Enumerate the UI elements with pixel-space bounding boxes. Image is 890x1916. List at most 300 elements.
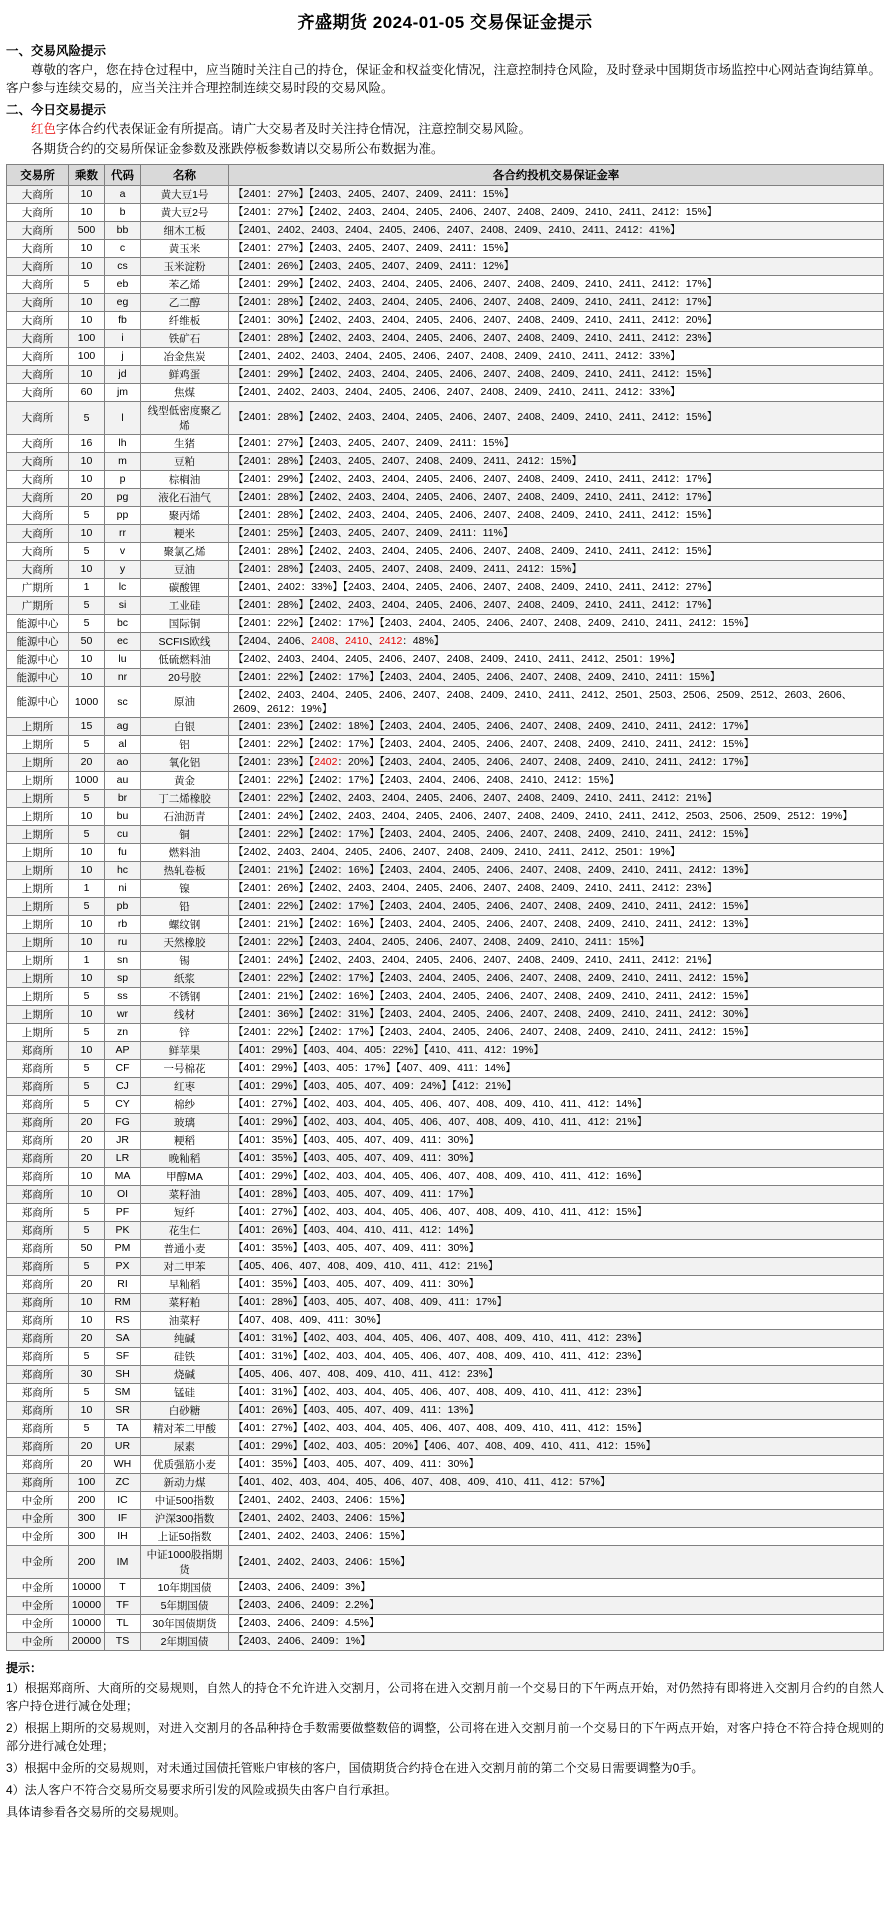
cell-code: PM xyxy=(105,1239,141,1257)
note-item: 2）根据上期所的交易规则，对进入交割月的各品种持仓手数需要做整数倍的调整，公司将在进入交割月前一个交易日的下午两点开始，对客户持仓不符合持仓规则的部分进行减仓处理； xyxy=(6,1720,884,1753)
cell-exchange: 郑商所 xyxy=(7,1167,69,1185)
cell-rates: 【2401：26%】【2403、2405、2407、2409、2411：12%】 xyxy=(229,257,884,275)
cell-rates: 【2401：22%】【2402：17%】【2403、2404、2405、2406、2407、2408、2409、2410、2411、2412：15%】 xyxy=(229,735,884,753)
cell-multiplier: 10 xyxy=(69,668,105,686)
cell-code: sp xyxy=(105,969,141,987)
table-header-row xyxy=(7,164,884,185)
cell-code: b xyxy=(105,203,141,221)
table-row xyxy=(7,1437,884,1455)
cell-rates: 【2401：22%】【2402：17%】【2403、2404、2405、2406、2407、2408、2409、2410、2411、2412：15%】 xyxy=(229,969,884,987)
cell-name: 沪深300指数 xyxy=(141,1509,229,1527)
cell-name: 苯乙烯 xyxy=(141,275,229,293)
cell-rates: 【2401：26%】【2402、2403、2404、2405、2406、2407、2408、2409、2410、2411、2412：23%】 xyxy=(229,879,884,897)
table-row xyxy=(7,843,884,861)
cell-name: 原油 xyxy=(141,686,229,717)
cell-code: PF xyxy=(105,1203,141,1221)
cell-name: 燃料油 xyxy=(141,843,229,861)
cell-code: cu xyxy=(105,825,141,843)
table-row xyxy=(7,383,884,401)
cell-code: LR xyxy=(105,1149,141,1167)
cell-code: i xyxy=(105,329,141,347)
cell-multiplier: 10 xyxy=(69,933,105,951)
cell-code: SA xyxy=(105,1329,141,1347)
cell-rates: 【401：29%】【402、403、404、405、406、407、408、409、410、411、412：16%】 xyxy=(229,1167,884,1185)
table-row xyxy=(7,488,884,506)
cell-name: 锰硅 xyxy=(141,1383,229,1401)
cell-name: 晚籼稻 xyxy=(141,1149,229,1167)
cell-exchange: 能源中心 xyxy=(7,668,69,686)
cell-name: 玉米淀粉 xyxy=(141,257,229,275)
cell-exchange: 郑商所 xyxy=(7,1041,69,1059)
cell-exchange: 上期所 xyxy=(7,717,69,735)
cell-exchange: 郑商所 xyxy=(7,1149,69,1167)
cell-name: 棉纱 xyxy=(141,1095,229,1113)
cell-rates: 【401：31%】【402、403、404、405、406、407、408、409、410、411、412：23%】 xyxy=(229,1329,884,1347)
table-row xyxy=(7,1041,884,1059)
table-row xyxy=(7,951,884,969)
cell-rates: 【401：29%】【402、403、405：20%】【406、407、408、409、410、411、412：15%】 xyxy=(229,1437,884,1455)
cell-multiplier: 10 xyxy=(69,239,105,257)
cell-multiplier: 30 xyxy=(69,1365,105,1383)
cell-multiplier: 10 xyxy=(69,1167,105,1185)
cell-multiplier: 1 xyxy=(69,879,105,897)
cell-exchange: 郑商所 xyxy=(7,1221,69,1239)
table-row xyxy=(7,1365,884,1383)
cell-code: rb xyxy=(105,915,141,933)
cell-code: rr xyxy=(105,524,141,542)
cell-rates: 【2401、2402：33%】【2403、2404、2405、2406、2407、2408、2409、2410、2411、2412：27%】 xyxy=(229,578,884,596)
cell-multiplier: 5 xyxy=(69,1221,105,1239)
cell-multiplier: 100 xyxy=(69,329,105,347)
header-rates: 各合约投机交易保证金率 xyxy=(229,164,884,185)
cell-exchange: 大商所 xyxy=(7,185,69,203)
cell-name: 豆油 xyxy=(141,560,229,578)
table-row xyxy=(7,185,884,203)
cell-code: eb xyxy=(105,275,141,293)
cell-rates: 【2401：27%】【2402、2403、2404、2405、2406、2407、2408、2409、2410、2411、2412：15%】 xyxy=(229,203,884,221)
cell-exchange: 上期所 xyxy=(7,969,69,987)
cell-multiplier: 60 xyxy=(69,383,105,401)
cell-rates: 【401：35%】【403、405、407、409、411：30%】 xyxy=(229,1239,884,1257)
cell-multiplier: 5 xyxy=(69,1059,105,1077)
table-row xyxy=(7,632,884,650)
table-row xyxy=(7,668,884,686)
cell-rates: 【2401：27%】【2403、2405、2407、2409、2411：15%】 xyxy=(229,185,884,203)
cell-code: CY xyxy=(105,1095,141,1113)
cell-multiplier: 5 xyxy=(69,401,105,434)
cell-rates: 【2401：28%】【2402、2403、2404、2405、2406、2407、2408、2409、2410、2411、2412：23%】 xyxy=(229,329,884,347)
cell-exchange: 郑商所 xyxy=(7,1401,69,1419)
page-title: 齐盛期货 2024-01-05 交易保证金提示 xyxy=(297,13,593,32)
cell-rates: 【2401：29%】【2402、2403、2404、2405、2406、2407、2408、2409、2410、2411、2412：15%】 xyxy=(229,365,884,383)
cell-name: 生猪 xyxy=(141,434,229,452)
cell-rates: 【2401：22%】【2402：17%】【2403、2404、2406、2408、2410、2412：15%】 xyxy=(229,771,884,789)
cell-name: 螺纹钢 xyxy=(141,915,229,933)
table-row xyxy=(7,452,884,470)
cell-exchange: 上期所 xyxy=(7,1023,69,1041)
cell-exchange: 上期所 xyxy=(7,1005,69,1023)
table-row xyxy=(7,1545,884,1578)
cell-rates: 【2401：28%】【2403、2405、2407、2408、2409、2411、2412：15%】 xyxy=(229,560,884,578)
table-row xyxy=(7,753,884,771)
cell-multiplier: 10 xyxy=(69,1311,105,1329)
cell-exchange: 上期所 xyxy=(7,807,69,825)
cell-code: FG xyxy=(105,1113,141,1131)
table-row xyxy=(7,275,884,293)
cell-name: 精对苯二甲酸 xyxy=(141,1419,229,1437)
cell-rates: 【2401：22%】【2403、2404、2405、2406、2407、2408、2409、2410、2411：15%】 xyxy=(229,933,884,951)
notes-heading: 提示： xyxy=(6,1660,43,1675)
cell-name: 白砂糖 xyxy=(141,1401,229,1419)
cell-rates: 【407、408、409、411：30%】 xyxy=(229,1311,884,1329)
cell-code: jd xyxy=(105,365,141,383)
cell-code: WH xyxy=(105,1455,141,1473)
cell-multiplier: 20 xyxy=(69,1113,105,1131)
cell-exchange: 大商所 xyxy=(7,542,69,560)
cell-multiplier: 20 xyxy=(69,1275,105,1293)
cell-multiplier: 10 xyxy=(69,470,105,488)
cell-exchange: 大商所 xyxy=(7,488,69,506)
cell-name: 工业硅 xyxy=(141,596,229,614)
cell-code: pg xyxy=(105,488,141,506)
cell-name: 天然橡胶 xyxy=(141,933,229,951)
cell-exchange: 大商所 xyxy=(7,311,69,329)
cell-exchange: 上期所 xyxy=(7,933,69,951)
cell-exchange: 上期所 xyxy=(7,915,69,933)
note-item: 具体请参看各交易所的交易规则。 xyxy=(6,1804,187,1819)
cell-exchange: 郑商所 xyxy=(7,1275,69,1293)
cell-multiplier: 10 xyxy=(69,843,105,861)
table-row xyxy=(7,1293,884,1311)
cell-rates: 【401：26%】【403、404、410、411、412：14%】 xyxy=(229,1221,884,1239)
cell-exchange: 郑商所 xyxy=(7,1203,69,1221)
cell-name: 焦煤 xyxy=(141,383,229,401)
cell-name: 线型低密度聚乙烯 xyxy=(141,401,229,434)
cell-code: IF xyxy=(105,1509,141,1527)
cell-rates: 【2401：22%】【2402：17%】【2403、2404、2405、2406、2407、2408、2409、2410、2411、2412：15%】 xyxy=(229,825,884,843)
cell-rates: 【2403、2406、2409：2.2%】 xyxy=(229,1596,884,1614)
cell-code: wr xyxy=(105,1005,141,1023)
cell-rates: 【401：26%】【403、405、407、409、411：13%】 xyxy=(229,1401,884,1419)
cell-rates: 【2401：28%】【2402、2403、2404、2405、2406、2407、2408、2409、2410、2411、2412：15%】 xyxy=(229,401,884,434)
table-row xyxy=(7,915,884,933)
cell-name: 石油沥青 xyxy=(141,807,229,825)
cell-exchange: 大商所 xyxy=(7,293,69,311)
cell-exchange: 大商所 xyxy=(7,401,69,434)
table-row xyxy=(7,771,884,789)
table-row xyxy=(7,1383,884,1401)
table-row xyxy=(7,969,884,987)
cell-code: SM xyxy=(105,1383,141,1401)
cell-rates: 【2401：24%】【2402、2403、2404、2405、2406、2407、2408、2409、2410、2411、2412：21%】 xyxy=(229,951,884,969)
cell-exchange: 郑商所 xyxy=(7,1311,69,1329)
cell-multiplier: 10 xyxy=(69,861,105,879)
cell-exchange: 能源中心 xyxy=(7,614,69,632)
table-row xyxy=(7,506,884,524)
table-row xyxy=(7,1275,884,1293)
cell-exchange: 郑商所 xyxy=(7,1113,69,1131)
cell-multiplier: 10 xyxy=(69,1185,105,1203)
cell-code: lh xyxy=(105,434,141,452)
table-row xyxy=(7,578,884,596)
cell-name: 粳米 xyxy=(141,524,229,542)
table-row xyxy=(7,239,884,257)
cell-multiplier: 500 xyxy=(69,221,105,239)
table-row xyxy=(7,1023,884,1041)
table-row xyxy=(7,614,884,632)
cell-exchange: 郑商所 xyxy=(7,1473,69,1491)
cell-code: RM xyxy=(105,1293,141,1311)
cell-exchange: 郑商所 xyxy=(7,1437,69,1455)
cell-rates: 【2401：23%】【2402：20%】【2403、2404、2405、2406、2407、2408、2409、2410、2411、2412：17%】 xyxy=(229,753,884,771)
cell-code: TL xyxy=(105,1614,141,1632)
cell-name: SCFIS欧线 xyxy=(141,632,229,650)
cell-multiplier: 5 xyxy=(69,735,105,753)
cell-code: ss xyxy=(105,987,141,1005)
cell-exchange: 广期所 xyxy=(7,596,69,614)
table-row xyxy=(7,1131,884,1149)
table-row xyxy=(7,401,884,434)
cell-code: IH xyxy=(105,1527,141,1545)
cell-multiplier: 5 xyxy=(69,1347,105,1365)
cell-name: 20号胶 xyxy=(141,668,229,686)
cell-exchange: 郑商所 xyxy=(7,1077,69,1095)
cell-exchange: 上期所 xyxy=(7,897,69,915)
cell-rates: 【2401：28%】【2402、2403、2404、2405、2406、2407、2408、2409、2410、2411、2412：15%】 xyxy=(229,506,884,524)
cell-rates: 【401：29%】【403、405、407、409：24%】【412：21%】 xyxy=(229,1077,884,1095)
cell-exchange: 大商所 xyxy=(7,329,69,347)
cell-rates: 【401：29%】【403、405：17%】【407、409、411：14%】 xyxy=(229,1059,884,1077)
table-row xyxy=(7,434,884,452)
cell-rates: 【2401：28%】【2402、2403、2404、2405、2406、2407、2408、2409、2410、2411、2412：17%】 xyxy=(229,293,884,311)
cell-rates: 【2401：21%】【2402：16%】【2403、2404、2405、2406、2407、2408、2409、2410、2411、2412：13%】 xyxy=(229,861,884,879)
cell-rates: 【2401、2402、2403、2406：15%】 xyxy=(229,1491,884,1509)
section-2-heading: 二、今日交易提示 xyxy=(6,103,107,118)
cell-multiplier: 5 xyxy=(69,542,105,560)
cell-multiplier: 10 xyxy=(69,257,105,275)
cell-exchange: 大商所 xyxy=(7,452,69,470)
cell-code: br xyxy=(105,789,141,807)
cell-name: 玻璃 xyxy=(141,1113,229,1131)
cell-multiplier: 16 xyxy=(69,434,105,452)
table-row xyxy=(7,1509,884,1527)
cell-exchange: 大商所 xyxy=(7,221,69,239)
cell-exchange: 大商所 xyxy=(7,239,69,257)
table-row xyxy=(7,1596,884,1614)
section-1-heading: 一、交易风险提示 xyxy=(6,44,107,58)
cell-multiplier: 10 xyxy=(69,524,105,542)
cell-multiplier: 5 xyxy=(69,1383,105,1401)
cell-exchange: 上期所 xyxy=(7,825,69,843)
cell-exchange: 上期所 xyxy=(7,987,69,1005)
cell-exchange: 大商所 xyxy=(7,347,69,365)
table-row xyxy=(7,365,884,383)
cell-code: lu xyxy=(105,650,141,668)
cell-exchange: 上期所 xyxy=(7,951,69,969)
table-row xyxy=(7,221,884,239)
cell-rates: 【401：31%】【402、403、404、405、406、407、408、409、410、411、412：23%】 xyxy=(229,1383,884,1401)
cell-multiplier: 5 xyxy=(69,1419,105,1437)
cell-exchange: 郑商所 xyxy=(7,1239,69,1257)
cell-code: TA xyxy=(105,1419,141,1437)
cell-rates: 【2401：22%】【2402：17%】【2403、2404、2405、2406、2407、2408、2409、2410、2411：15%】 xyxy=(229,668,884,686)
cell-name: 液化石油气 xyxy=(141,488,229,506)
cell-multiplier: 15 xyxy=(69,717,105,735)
cell-code: eg xyxy=(105,293,141,311)
cell-name: 2年期国债 xyxy=(141,1632,229,1650)
cell-rates: 【2401：29%】【2402、2403、2404、2405、2406、2407、2408、2409、2410、2411、2412：17%】 xyxy=(229,275,884,293)
cell-rates: 【2401：23%】【2402：18%】【2403、2404、2405、2406、2407、2408、2409、2410、2411、2412：17%】 xyxy=(229,717,884,735)
cell-multiplier: 5 xyxy=(69,789,105,807)
cell-name: 油菜籽 xyxy=(141,1311,229,1329)
cell-name: 普通小麦 xyxy=(141,1239,229,1257)
cell-rates: 【401：29%】【402、403、404、405、406、407、408、409、410、411、412：21%】 xyxy=(229,1113,884,1131)
cell-multiplier: 5 xyxy=(69,1077,105,1095)
cell-multiplier: 1000 xyxy=(69,771,105,789)
cell-name: 线材 xyxy=(141,1005,229,1023)
cell-multiplier: 100 xyxy=(69,1473,105,1491)
cell-code: au xyxy=(105,771,141,789)
cell-name: 氧化铝 xyxy=(141,753,229,771)
table-row xyxy=(7,1491,884,1509)
cell-exchange: 中金所 xyxy=(7,1614,69,1632)
table-row xyxy=(7,524,884,542)
cell-exchange: 郑商所 xyxy=(7,1419,69,1437)
section-2-paragraph-1 xyxy=(0,119,890,139)
cell-multiplier: 20 xyxy=(69,1437,105,1455)
cell-code: PK xyxy=(105,1221,141,1239)
cell-exchange: 郑商所 xyxy=(7,1131,69,1149)
cell-rates: 【401、402、403、404、405、406、407、408、409、410、411、412：57%】 xyxy=(229,1473,884,1491)
cell-rates: 【2401：22%】【2402：17%】【2403、2404、2405、2406、2407、2408、2409、2410、2411、2412：15%】 xyxy=(229,897,884,915)
cell-name: 铝 xyxy=(141,735,229,753)
cell-code: y xyxy=(105,560,141,578)
cell-exchange: 大商所 xyxy=(7,470,69,488)
cell-multiplier: 20 xyxy=(69,1149,105,1167)
table-row xyxy=(7,1185,884,1203)
table-row xyxy=(7,987,884,1005)
cell-name: 菜籽粕 xyxy=(141,1293,229,1311)
table-row xyxy=(7,650,884,668)
cell-rates: 【401：27%】【402、403、404、405、406、407、408、409、410、411、412：15%】 xyxy=(229,1203,884,1221)
cell-exchange: 大商所 xyxy=(7,506,69,524)
table-row xyxy=(7,347,884,365)
cell-exchange: 郑商所 xyxy=(7,1059,69,1077)
cell-exchange: 广期所 xyxy=(7,578,69,596)
note-item: 4）法人客户不符合交易所交易要求所引发的风险或损失由客户自行承担。 xyxy=(6,1782,397,1797)
section-2-paragraph-2: 各期货合约的交易所保证金参数及涨跌停板参数请以交易所公布数据为准。 xyxy=(31,142,444,157)
cell-code: ec xyxy=(105,632,141,650)
table-row xyxy=(7,1329,884,1347)
red-keyword: 红色 xyxy=(31,122,57,137)
cell-rates: 【401：28%】【403、405、407、408、409、411：17%】 xyxy=(229,1293,884,1311)
cell-name: 一号棉花 xyxy=(141,1059,229,1077)
cell-multiplier: 200 xyxy=(69,1491,105,1509)
cell-multiplier: 10 xyxy=(69,293,105,311)
cell-rates: 【401：35%】【403、405、407、409、411：30%】 xyxy=(229,1455,884,1473)
cell-name: 短纤 xyxy=(141,1203,229,1221)
cell-name: 黄玉米 xyxy=(141,239,229,257)
header-name: 名称 xyxy=(141,164,229,185)
table-row xyxy=(7,560,884,578)
cell-multiplier: 1000 xyxy=(69,686,105,717)
cell-exchange: 中金所 xyxy=(7,1545,69,1578)
cell-multiplier: 300 xyxy=(69,1527,105,1545)
cell-code: l xyxy=(105,401,141,434)
cell-name: 铜 xyxy=(141,825,229,843)
cell-exchange: 上期所 xyxy=(7,843,69,861)
cell-multiplier: 10 xyxy=(69,1293,105,1311)
table-row xyxy=(7,861,884,879)
cell-name: 国际铜 xyxy=(141,614,229,632)
cell-rates: 【401：35%】【403、405、407、409、411：30%】 xyxy=(229,1149,884,1167)
cell-rates: 【401：29%】【403、404、405：22%】【410、411、412：19%】 xyxy=(229,1041,884,1059)
cell-rates: 【2401：28%】【2402、2403、2404、2405、2406、2407、2408、2409、2410、2411、2412：17%】 xyxy=(229,596,884,614)
cell-code: MA xyxy=(105,1167,141,1185)
cell-rates: 【2403、2406、2409：3%】 xyxy=(229,1578,884,1596)
cell-rates: 【401：27%】【402、403、404、405、406、407、408、409、410、411、412：15%】 xyxy=(229,1419,884,1437)
cell-code: sn xyxy=(105,951,141,969)
cell-rates: 【401：35%】【403、405、407、409、411：30%】 xyxy=(229,1275,884,1293)
table-row xyxy=(7,203,884,221)
cell-exchange: 郑商所 xyxy=(7,1365,69,1383)
cell-code: p xyxy=(105,470,141,488)
table-row xyxy=(7,542,884,560)
cell-rates: 【2402、2403、2404、2405、2406、2407、2408、2409、2410、2411、2412、2501、2503、2506、2509、2512、2603、2606、2609、2612：19%】 xyxy=(229,686,884,717)
cell-code: ZC xyxy=(105,1473,141,1491)
cell-code: v xyxy=(105,542,141,560)
cell-code: UR xyxy=(105,1437,141,1455)
cell-multiplier: 5 xyxy=(69,1203,105,1221)
cell-name: 冶金焦炭 xyxy=(141,347,229,365)
table-row xyxy=(7,686,884,717)
table-row xyxy=(7,1578,884,1596)
cell-exchange: 上期所 xyxy=(7,861,69,879)
table-row xyxy=(7,1455,884,1473)
cell-name: 中证1000股指期货 xyxy=(141,1545,229,1578)
cell-exchange: 大商所 xyxy=(7,365,69,383)
cell-exchange: 郑商所 xyxy=(7,1095,69,1113)
table-row xyxy=(7,470,884,488)
cell-exchange: 大商所 xyxy=(7,434,69,452)
cell-name: 碳酸锂 xyxy=(141,578,229,596)
cell-exchange: 大商所 xyxy=(7,560,69,578)
cell-code: j xyxy=(105,347,141,365)
margin-rate-table xyxy=(6,164,884,1651)
cell-name: 30年国债期货 xyxy=(141,1614,229,1632)
table-row xyxy=(7,807,884,825)
cell-code: ao xyxy=(105,753,141,771)
cell-name: 5年期国债 xyxy=(141,1596,229,1614)
cell-code: si xyxy=(105,596,141,614)
table-row xyxy=(7,311,884,329)
cell-multiplier: 10 xyxy=(69,915,105,933)
cell-name: 中证500指数 xyxy=(141,1491,229,1509)
cell-name: 白银 xyxy=(141,717,229,735)
cell-name: 上证50指数 xyxy=(141,1527,229,1545)
cell-code: ni xyxy=(105,879,141,897)
cell-name: 10年期国债 xyxy=(141,1578,229,1596)
cell-multiplier: 10 xyxy=(69,807,105,825)
cell-name: 花生仁 xyxy=(141,1221,229,1239)
cell-exchange: 中金所 xyxy=(7,1491,69,1509)
cell-multiplier: 5 xyxy=(69,596,105,614)
cell-rates: 【2401：28%】【2402、2403、2404、2405、2406、2407、2408、2409、2410、2411、2412：15%】 xyxy=(229,542,884,560)
cell-exchange: 大商所 xyxy=(7,383,69,401)
cell-rates: 【405、406、407、408、409、410、411、412：21%】 xyxy=(229,1257,884,1275)
cell-code: RS xyxy=(105,1311,141,1329)
cell-name: 丁二烯橡胶 xyxy=(141,789,229,807)
